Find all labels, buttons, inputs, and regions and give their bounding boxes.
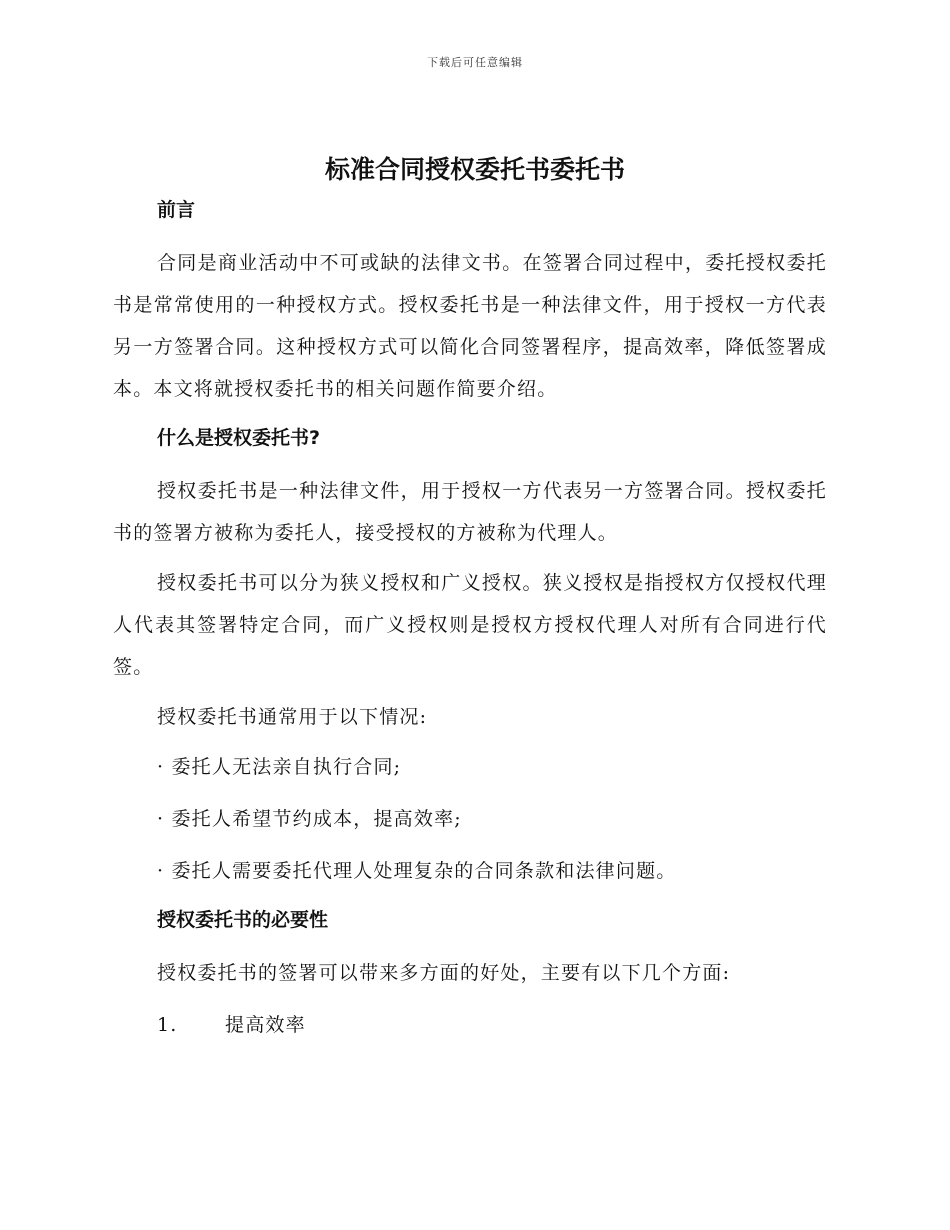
preface-paragraph: 合同是商业活动中不可或缺的法律文书。在签署合同过程中，委托授权委托书是常常使用的一种授权方式。授权委托书是一种法律文件，用于授权一方代表另一方签署合同。这种授权方式可以简化合同签署程序，提高效率，降低签署成本。本文将就授权委托书的相关问题作简要介绍。 <box>113 252 827 400</box>
what-paragraph-1: 授权委托书是一种法律文件，用于授权一方代表另一方签署合同。授权委托书的签署方被称为委托人，接受授权的方被称为代理人。 <box>113 480 827 544</box>
numbered-item <box>113 1004 827 1046</box>
list-item: · 委托人需要委托代理人处理复杂的合同条款和法律问题。 <box>157 860 677 882</box>
numbered-item-text: 提高效率 <box>225 1014 306 1036</box>
document-body <box>113 196 827 1046</box>
numbered-item-number: 1. <box>157 1014 178 1036</box>
document-title: 标准合同授权委托书委托书 <box>324 155 625 184</box>
list-item: · 委托人希望节约成本，提高效率; <box>157 808 462 830</box>
preface-heading: 前言 <box>157 199 196 221</box>
header-note: 下载后可任意编辑 <box>427 56 523 69</box>
list-item: · 委托人无法亲自执行合同; <box>157 756 402 778</box>
necessity-heading: 授权委托书的必要性 <box>157 909 329 931</box>
what-heading: 什么是授权委托书? <box>157 427 321 449</box>
what-paragraph-3: 授权委托书通常用于以下情况: <box>157 706 428 728</box>
what-paragraph-2: 授权委托书可以分为狭义授权和广义授权。狭义授权是指授权方仅授权代理人代表其签署特定合同，而广义授权则是授权方授权代理人对所有合同进行代签。 <box>113 572 827 678</box>
necessity-paragraph: 授权委托书的签署可以带来多方面的好处，主要有以下几个方面: <box>157 962 731 984</box>
